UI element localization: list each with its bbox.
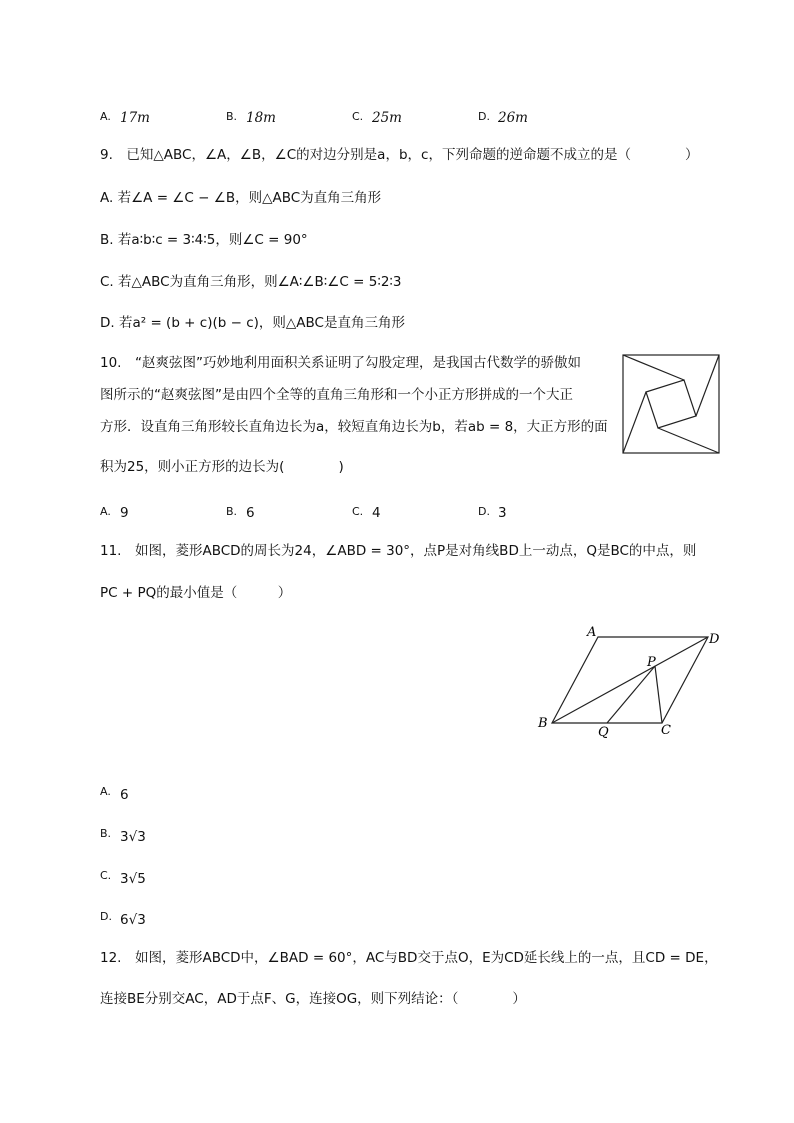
q11-line-1: 11. 如图，菱形ABCD的周长为24，∠ABD = 30°，点P是对角线BD上一动点，Q是BC的中点，则: [100, 543, 697, 559]
q10-option-b-value: 6: [246, 505, 255, 521]
triangle-edge-right: [696, 355, 719, 416]
q8-option-b-value: 18m: [246, 110, 276, 126]
label-a: A: [587, 625, 597, 640]
q9-stem: 9. 已知△ABC，∠A，∠B，∠C的对边分别是a，b，c，下列命题的逆命题不成立的是（ ）: [100, 147, 699, 163]
q8-option-d-value: 26m: [498, 110, 528, 126]
label-c: C: [661, 723, 671, 738]
triangle-edge-bottom: [658, 428, 719, 453]
q12-line-1: 12. 如图，菱形ABCD中，∠BAD = 60°，AC与BD交于点O，E为CD延长线上的一点，且CD = DE，: [100, 950, 718, 966]
zhao-shuang-diagram: [622, 354, 722, 456]
q8-option-c-value: 25m: [372, 110, 402, 126]
segment-pc: [655, 666, 662, 723]
q10-option-c-label: C.: [352, 505, 364, 518]
q8-option-c-label: C.: [352, 110, 364, 123]
q10-option-a-label: A.: [100, 505, 111, 518]
q8-option-d-label: D.: [478, 110, 490, 123]
q11-option-c-label: C.: [100, 869, 112, 882]
q9-option-b: B. 若a∶b∶c = 3∶4∶5，则∠C = 90°: [100, 232, 308, 248]
segment-pq: [607, 666, 655, 723]
q11-option-a-value: 6: [120, 787, 129, 803]
q10-option-b-label: B.: [226, 505, 238, 518]
q9-option-c: C. 若△ABC为直角三角形，则∠A∶∠B∶∠C = 5∶2∶3: [100, 274, 402, 290]
q10-option-d-label: D.: [478, 505, 490, 518]
q10-option-d-value: 3: [498, 505, 507, 521]
label-b: B: [538, 716, 548, 731]
q11-option-d-value: 6√3: [120, 912, 146, 928]
q10-line-2: 图所示的“赵爽弦图”是由四个全等的直角三角形和一个小正方形拼成的一个大正: [100, 387, 573, 403]
label-p: P: [647, 655, 656, 670]
q10-option-a-value: 9: [120, 505, 129, 521]
q12-line-2: 连接BE分别交AC，AD于点F、G，连接OG，则下列结论：（ ）: [100, 991, 526, 1007]
outer-square: [623, 355, 719, 453]
q10-line-1: 10. “赵爽弦图”巧妙地利用面积关系证明了勾股定理，是我国古代数学的骄傲如: [100, 355, 581, 371]
q11-option-a-label: A.: [100, 785, 111, 798]
inner-square: [646, 380, 696, 428]
label-q: Q: [598, 725, 609, 740]
rhombus-figure: [530, 620, 730, 745]
q11-option-b-value: 3√3: [120, 829, 146, 845]
label-d: D: [709, 632, 720, 647]
q11-option-d-label: D.: [100, 910, 112, 923]
q10-line-3: 方形．设直角三角形较长直角边长为a，较短直角边长为b，若ab = 8，大正方形的面: [100, 419, 608, 435]
q10-line-4: 积为25，则小正方形的边长为( ): [100, 459, 344, 475]
q10-option-c-value: 4: [372, 505, 381, 521]
q9-option-d: D. 若a² = (b + c)(b − c)，则△ABC是直角三角形: [100, 315, 405, 331]
q8-option-a-value: 17m: [120, 110, 150, 126]
triangle-edge-top: [623, 355, 684, 380]
q11-line-2: PC + PQ的最小值是（ ）: [100, 585, 292, 601]
q9-option-a: A. 若∠A = ∠C − ∠B，则△ABC为直角三角形: [100, 190, 382, 206]
triangle-edge-left: [623, 392, 646, 453]
q8-option-a-label: A.: [100, 110, 111, 123]
q8-option-b-label: B.: [226, 110, 238, 123]
q11-option-b-label: B.: [100, 827, 112, 840]
q11-option-c-value: 3√5: [120, 871, 146, 887]
